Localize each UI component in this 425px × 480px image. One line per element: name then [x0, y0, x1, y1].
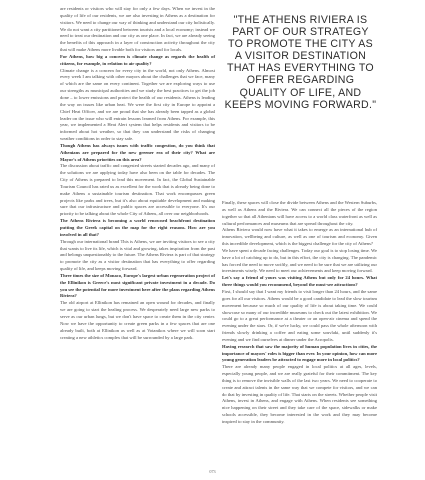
answer-paragraph: There are already many people engaged in local politics at all ages, levels, especially young people, and we are really grateful for their commitment. The key thing is to remove the invisible walls of the last two years. We need to cooperate to create and attract talents in the same way that we compete for visitors, and we can do that by investing in quality of life. That starts on the streets. Whether people visit Athens, invest in Athens, and engage with Athens. When residents see something nice happening on their street and they take care of the space, sidewalks or make schools accessible, they become interested in the work and they may become inspired to stay in the community. — [222, 364, 377, 424]
answer-paragraph: Athens Riviera would now have what it takes to emerge as an international hub of innovation, wellbeing and culture, as well as one of tourism and economy. Given this incredible development, which is the biggest challenge for the city of Athens? — [222, 227, 377, 247]
answer-paragraph: Through our international brand This is Athens, we are inviting visitors to see a city that wants to live its life, which is vital and growing, takes inspiration from the past and belongs unquestionably to the future. The Athens Riviera is part of that strategy to promote the city as a visitor destination that has everything to offer regarding quality of life, and keeps moving forward. — [60, 238, 215, 272]
right-text-column — [222, 200, 377, 426]
interview-question: Three times the size of Monaco, Europe's largest urban regeneration project of the Ellinikon is Greece's most significant private investment in a decade. Do you see the potential for more investment here after the plans regarding Athens Riviera? — [60, 272, 215, 299]
left-text-column — [60, 6, 215, 341]
answer-paragraph: Climate change is a concern for every city in the world, not only Athens. Almost every week I am talking with other mayors about the challenges that we face, many of which are the same on every continent. Together we are exploring ways to use our strengths as municipal authorities and we study the best practices to get the job done – to lower emissions and protect the health of our residents. Athens is leading the way on issues like urban heat. We were the first city in Europe to appoint a Chief Heat Officer, and we are proud that she has already been tapped as a global leader on the issue who will entrain lessons learned from Athens. For example, this year, we implemented a Heat Alert system that helps residents and visitors to be informed about hot weather, so that they can understand the risks of changing weather conditions in order to stay safe. — [60, 67, 215, 142]
answer-paragraph: The old airport at Ellinikon has remained an open wound for decades, and finally we are going to start the healing process. We desperately need large new parks to serve as our urban lungs, but we don't have space to create them in the city center. Now we have the opportunity to create green parks in a few spaces that are one already built, both at Ellinikon as well as at Votanikos where we will soon start creating a new athletics complex that will be surrounded by a large park. — [60, 300, 215, 340]
answer-paragraph: The discussion about traffic and congested streets started decades ago, and many of the solutions we are applying today have also been on the table for decades. The City of Athens is prepared to lead this movement. In fact, the Global Sustainable Tourism Council has rated us as excellent for the work that is already being done to make Athens a sustainable tourism destination. That work encompasses green projects like parks and trees, but it's also about equitable development and making sure that our infrastructure and public spaces are accessible to everyone. It's our priority to be talking about the whole City of Athens, all over our neighborhoods. — [60, 163, 215, 217]
page-number: 073 — [209, 469, 216, 474]
answer-paragraph: First, I should say that I want my friends to visit longer than 24 hours, and the same goes for all our visitors. Athens would be a good candidate to lead the slow tourism movement because so much of our quality of life is about taking time. We could showcase so many of our incredible museums to check out the latest exhibition. We could go to a great performance at a theater or an open-air cinema and spend the evening under the stars. Or, if we're lucky, we could pass the whole afternoon with friends slowly drinking a coffee and eating some souvlaki, until suddenly it's evening and we find ourselves at dinner under the Acropolis. — [222, 288, 377, 342]
answer-paragraph: are residents or visitors who will stay for only a few days. When we invest in the quality of life of our residents, we are also investing in Athens as a destination for visitors. We need to change our way of thinking and understand our city holistically. We do not want a city partitioned between tourists and a local economy; instead we need to treat our destination and our city as one place. In fact, we are already seeing the benefits of this approach in a layer of construction activity throughout the city that will make Athens more livable both for visitors and for locals. — [60, 6, 215, 53]
interview-question: For Athens, how big a concern is climate change as regards the health of citizens, for example, in relation to air quality? — [60, 53, 215, 66]
pull-quote: "THE ATHENS RIVIERA IS PART OF OUR STRATEGY TO PROMOTE THE CITY AS A VISITOR DESTINATION THAT HAS EVERYTHING TO OFFER REGARDING QUALITY OF LIFE, AND KEEPS MOVING FORWARD." — [224, 14, 377, 111]
interview-question: The Athens Riviera is becoming a world renowned beachfront destination putting the Greek capital on the map for the right reasons. How are you involved in all that? — [60, 218, 215, 237]
interview-question: Having research that saw the majority of human population lives in cities, the importance of mayors' roles is bigger than ever. In your opinion, how can more young generation leaders be attracted to engage more in local politics? — [222, 343, 377, 363]
answer-paragraph: We have spent a decade facing challenges. Today our goal is to stop losing time. We have a lot of catching up to do, but in this effort, the city is changing. The pandemic has forced the need to move swiftly, and we need to be sure that we are utilizing our investments wisely. We need to meet our achievements and keep moving forward. — [222, 247, 377, 274]
interview-question: Though Athens has always issues with traffic congestion, do you think that Athenians are prepared for the new greener era of their city? What are Mayor's of Athens priorities on this area? — [60, 142, 215, 162]
interview-question: Let's say a friend of yours was visiting Athens but only for 24 hours. What three things would you recommend, beyond the must-see attractions? — [222, 275, 377, 288]
answer-paragraph: Finally, these spaces will close the divide between Athens and the Western Suburbs, as well as Athens and the Riviera. We can connect all the pieces of the region together so that all Athenians will have access to a world class waterfront as well as cultural performances and museums that are spread throughout the city. — [222, 200, 377, 226]
